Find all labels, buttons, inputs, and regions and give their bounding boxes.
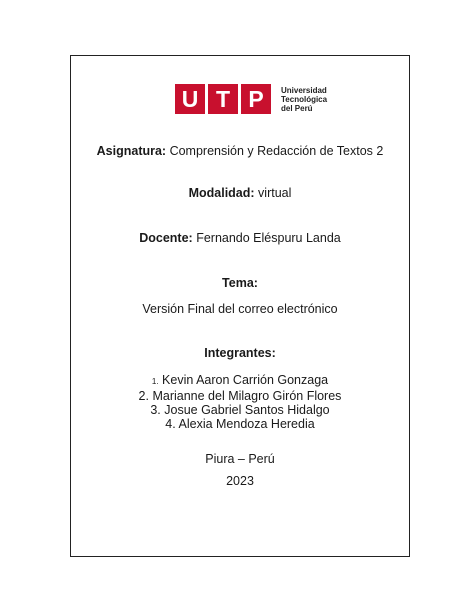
member-number: 1. (151, 377, 159, 386)
docente-label: Docente: (139, 231, 193, 245)
logo-letter-u: U (175, 84, 205, 114)
member-item (70, 373, 410, 387)
asignatura-label: Asignatura: (96, 144, 167, 158)
logo-line-1: Universidad (281, 85, 327, 95)
tema-label: Tema: (222, 276, 258, 290)
modalidad-line (70, 186, 410, 200)
logo-university-name (281, 86, 327, 113)
logo-letter-p: P (241, 84, 271, 114)
asignatura-value: Comprensión y Redacción de Textos 2 (166, 144, 384, 158)
integrantes-label-line (70, 346, 410, 360)
member-name: Marianne del Milagro Girón Flores (148, 389, 342, 403)
modalidad-label: Modalidad: (188, 186, 255, 200)
member-name: Josue Gabriel Santos Hidalgo (160, 403, 330, 417)
logo-letter-t: T (208, 84, 238, 114)
member-name: Alexia Mendoza Heredia (175, 417, 315, 431)
modalidad-value: virtual (254, 186, 292, 200)
member-item (70, 417, 410, 431)
member-name: Kevin Aaron Carrión Gonzaga (158, 373, 329, 387)
logo-line-3: del Perú (281, 103, 313, 113)
member-number: 4. (165, 417, 176, 431)
location: Piura – Perú (205, 452, 275, 466)
member-item (70, 403, 410, 417)
integrantes-label: Integrantes: (204, 346, 276, 360)
asignatura-line (70, 144, 410, 158)
logo-line-2: Tecnológica (281, 94, 328, 104)
docente-value: Fernando Eléspuru Landa (192, 231, 341, 245)
docente-line (70, 231, 410, 245)
utp-logo (175, 82, 327, 116)
member-item (70, 389, 410, 403)
year: 2023 (226, 474, 254, 488)
tema-value: Versión Final del correo electrónico (142, 302, 338, 316)
member-number: 2. (138, 389, 149, 403)
tema-label-line (70, 276, 410, 290)
member-number: 3. (150, 403, 161, 417)
